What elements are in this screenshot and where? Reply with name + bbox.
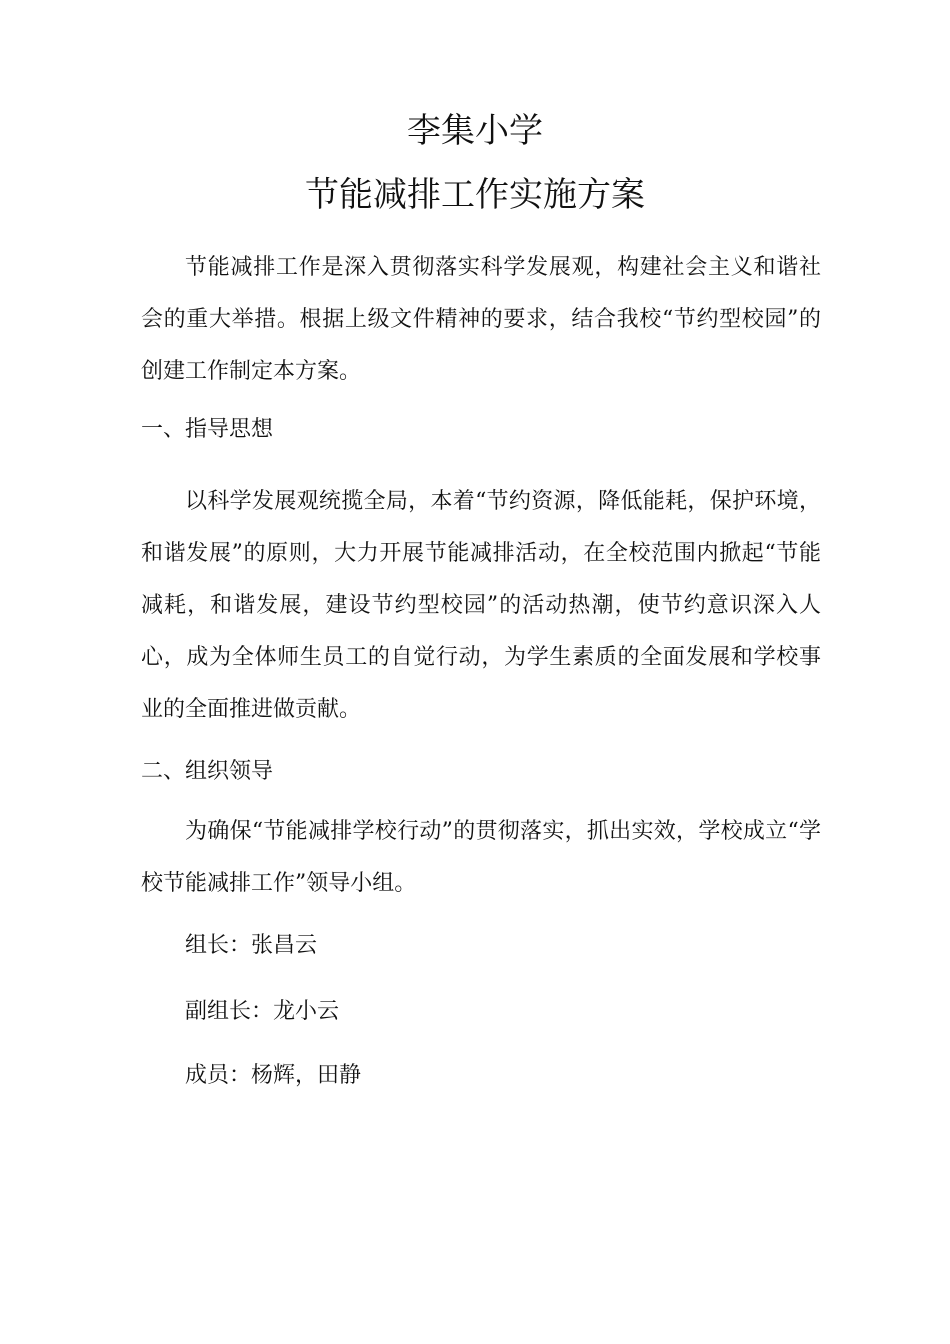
section-2-paragraph: 为确保“节能减排学校行动”的贯彻落实，抓出实效，学校成立“学校节能减排工作”领导小组。 <box>141 819 821 896</box>
section-1-heading: 一、指导思想 <box>141 417 274 442</box>
section-1-paragraph: 以科学发展观统揽全局，本着“节约资源，降低能耗，保护环境，和谐发展”的原则，大力开展节能减排活动，在全校范围内掀起“节能减耗，和谐发展，建设节约型校园”的活动热潮，使节约意识深入人心，成为全体师生员工的自觉行动，为学生素质的全面发展和学校事业的全面推进做贡献。 <box>141 489 821 722</box>
members-line: 成员：杨辉，田静 <box>185 1063 362 1088</box>
deputy-leader-line: 副组长：龙小云 <box>185 999 340 1024</box>
leader-line: 组长：张昌云 <box>185 933 318 958</box>
section-2-heading: 二、组织领导 <box>141 759 274 784</box>
document-title: 节能减排工作实施方案 <box>305 175 645 215</box>
intro-paragraph: 节能减排工作是深入贯彻落实科学发展观，构建社会主义和谐社会的重大举措。根据上级文件精神的要求，结合我校“节约型校园”的创建工作制定本方案。 <box>141 255 821 384</box>
school-name: 李集小学 <box>407 111 543 151</box>
